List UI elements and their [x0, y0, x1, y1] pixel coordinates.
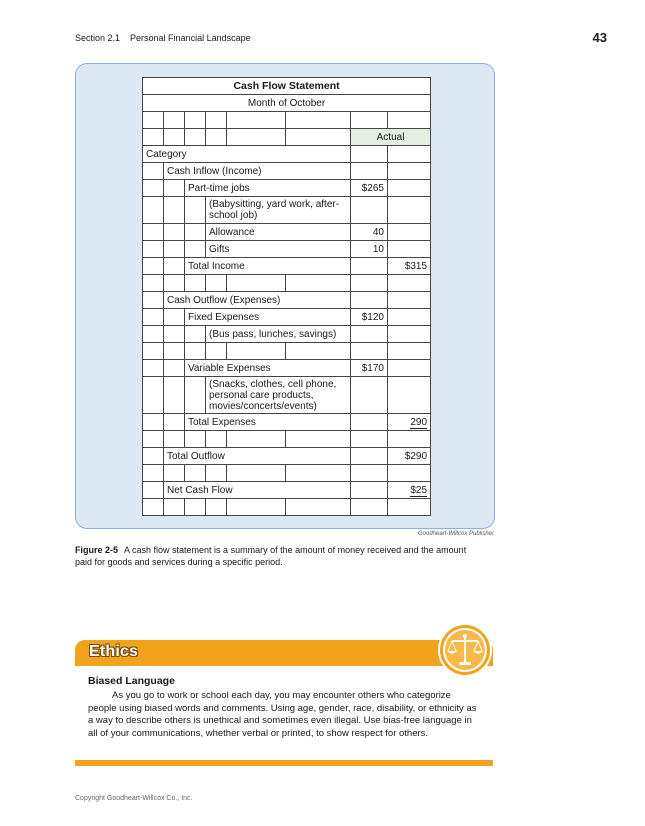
running-header — [75, 33, 251, 43]
table-row — [143, 112, 431, 129]
table-row — [143, 465, 431, 482]
table-row — [143, 275, 431, 292]
ethics-body: As you go to work or school each day, you may encounter others who categorize people using biased words and comments. Using age, gender, race, disability, or ethnicity as a way to describe others is unethical and sometimes even illegal. Use bias-free language in all of your communications, whether verbal or printed, to show respect for others. — [88, 690, 477, 739]
table-row — [143, 431, 431, 448]
cash-flow-table — [142, 77, 431, 516]
table-row — [143, 78, 431, 95]
allowance-value: 40 — [351, 224, 388, 241]
table-row — [143, 360, 431, 377]
total-outflow-label: Total Outflow — [164, 448, 351, 465]
section-title: Personal Financial Landscape — [130, 33, 251, 43]
table-row — [143, 241, 431, 258]
part-time-value: $265 — [351, 180, 388, 197]
part-time-note: (Babysitting, yard work, after-school job) — [206, 197, 351, 224]
actual-column-header: Actual — [351, 129, 431, 146]
table-row — [143, 414, 431, 431]
part-time-label: Part-time jobs — [185, 180, 351, 197]
figure-caption — [75, 544, 485, 568]
table-row — [143, 499, 431, 516]
allowance-label: Allowance — [206, 224, 351, 241]
ethics-bottom-bar — [75, 760, 493, 766]
gifts-label: Gifts — [206, 241, 351, 258]
total-expenses-label: Total Expenses — [185, 414, 351, 431]
variable-expenses-note: (Snacks, clothes, cell phone, personal care products, movies/concerts/events) — [206, 377, 351, 414]
figure-label: Figure 2-5 — [75, 545, 119, 555]
total-outflow-value: $290 — [388, 448, 431, 465]
table-row — [143, 343, 431, 360]
cash-inflow-label: Cash Inflow (Income) — [164, 163, 351, 180]
page-number: 43 — [592, 30, 607, 45]
total-income-value: $315 — [388, 258, 431, 275]
table-title: Cash Flow Statement — [143, 78, 431, 95]
table-row — [143, 258, 431, 275]
ethics-title: Ethics — [89, 643, 139, 660]
table-row — [143, 95, 431, 112]
fixed-expenses-note: (Bus pass, lunches, savings) — [206, 326, 351, 343]
net-cash-flow-label: Net Cash Flow — [164, 482, 351, 499]
total-expenses-value: 290 — [410, 416, 428, 428]
copyright: Copyright Goodheart-Willcox Co., Inc. — [75, 795, 193, 802]
ethics-banner — [75, 640, 493, 666]
fixed-expenses-label: Fixed Expenses — [185, 309, 351, 326]
table-row — [143, 309, 431, 326]
table-row — [143, 377, 431, 414]
table-row — [143, 180, 431, 197]
figure-caption-text: A cash flow statement is a summary of the amount of money received and the amount paid for goods and services during a specific period. — [75, 545, 467, 567]
table-row — [143, 448, 431, 465]
variable-expenses-label: Variable Expenses — [185, 360, 351, 377]
ethics-heading: Biased Language — [88, 675, 175, 687]
table-row — [143, 482, 431, 499]
fixed-expenses-value: $120 — [351, 309, 388, 326]
variable-expenses-value: $170 — [351, 360, 388, 377]
table-row — [143, 326, 431, 343]
table-row — [143, 224, 431, 241]
scales-of-justice-icon — [437, 622, 493, 678]
figure-credit: Goodheart-Willcox Publisher — [418, 531, 494, 537]
table-row — [143, 197, 431, 224]
table-subtitle: Month of October — [143, 95, 431, 112]
cash-outflow-label: Cash Outflow (Expenses) — [164, 292, 351, 309]
gifts-value: 10 — [351, 241, 388, 258]
table-row — [143, 129, 431, 146]
table-row — [143, 146, 431, 163]
total-income-label: Total Income — [185, 258, 351, 275]
section-number: Section 2.1 — [75, 33, 121, 43]
category-label: Category — [143, 146, 351, 163]
table-row — [143, 292, 431, 309]
net-cash-flow-value: $25 — [410, 484, 428, 496]
table-row — [143, 163, 431, 180]
